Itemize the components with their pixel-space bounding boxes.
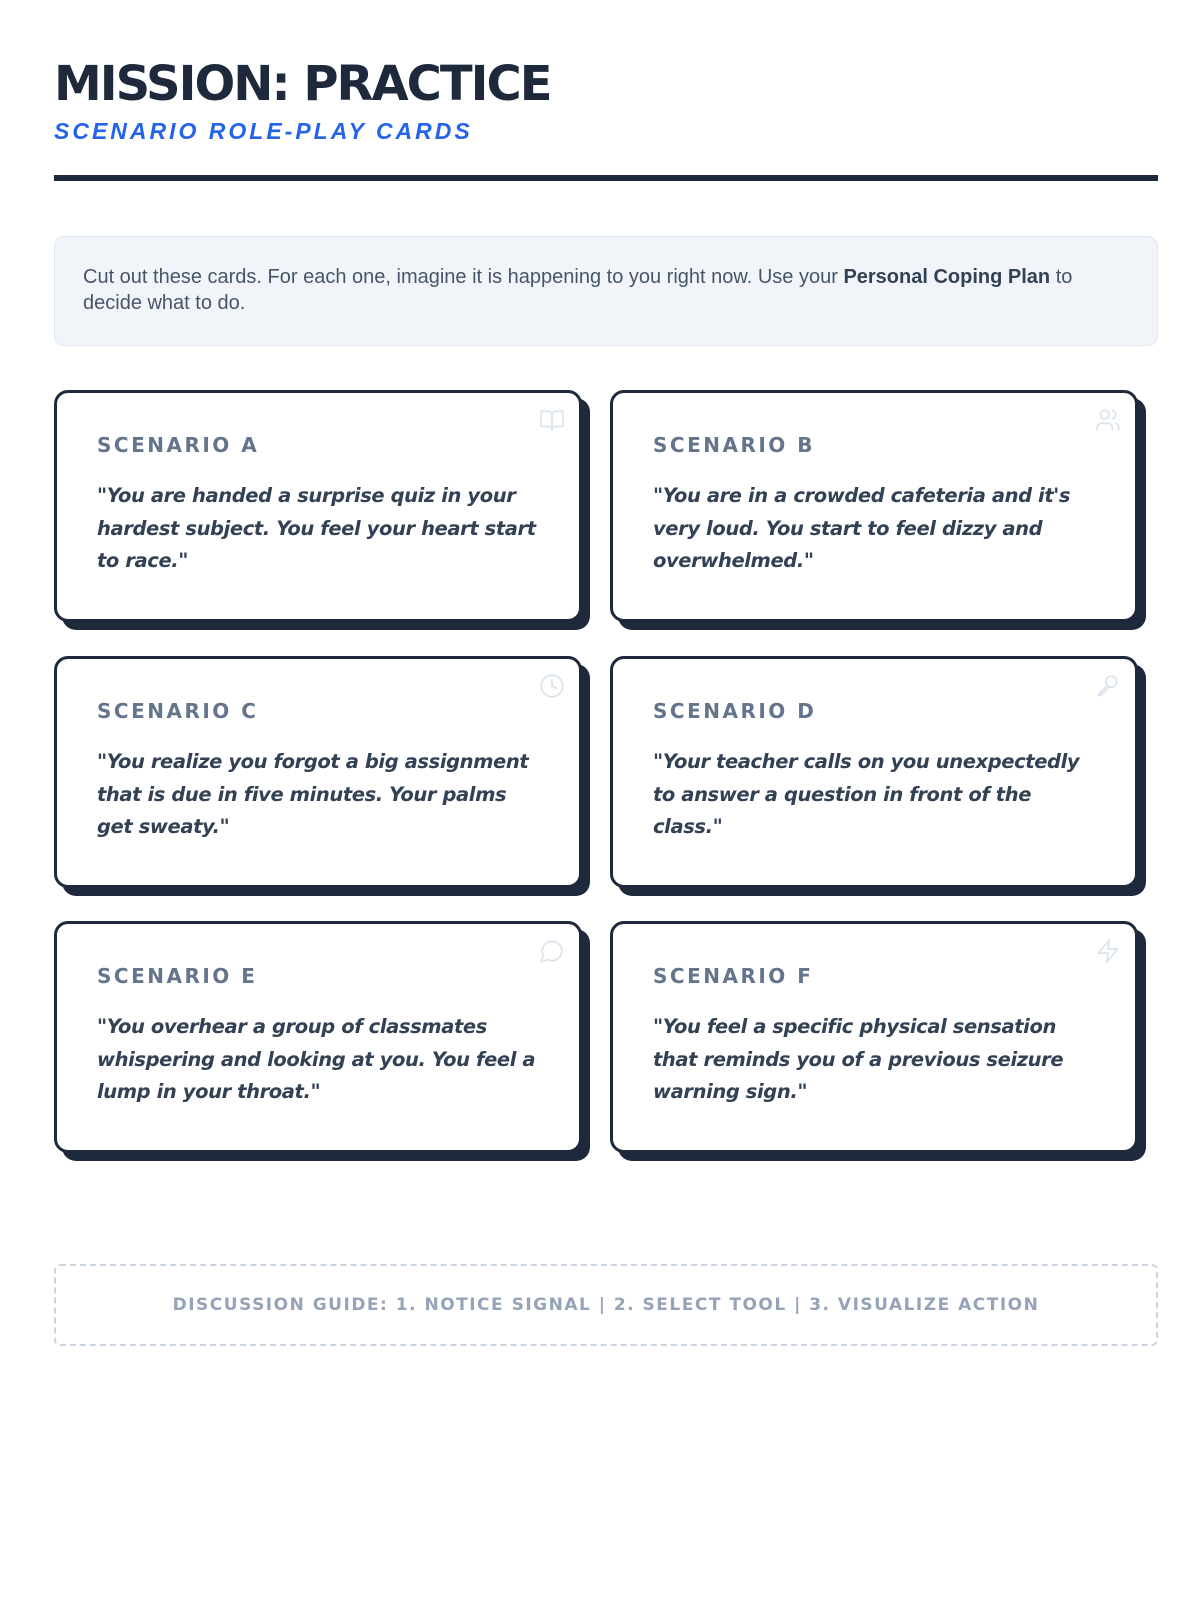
- microphone-icon: [1095, 673, 1121, 699]
- instructions-box: [54, 236, 1158, 346]
- scenario-card-c: [54, 656, 582, 888]
- scenario-label: SCENARIO E: [97, 964, 258, 988]
- chat-bubble-icon: [539, 938, 565, 964]
- scenario-card-a: [54, 390, 582, 622]
- scenario-label: SCENARIO C: [97, 699, 259, 723]
- page-title: MISSION: PRACTICE: [54, 56, 551, 112]
- lightning-icon: [1095, 938, 1121, 964]
- scenario-label: SCENARIO D: [653, 699, 817, 723]
- scenario-card-e: [54, 921, 582, 1153]
- scenario-text: "You are handed a surprise quiz in your hardest subject. You feel your heart start to race.": [97, 484, 536, 572]
- book-icon: [539, 407, 565, 433]
- scenario-text: "Your teacher calls on you unexpectedly to answer a question in front of the class.": [653, 750, 1080, 838]
- page-subtitle: SCENARIO ROLE-PLAY CARDS: [54, 118, 473, 144]
- scenario-text: "You are in a crowded cafeteria and it's very loud. You start to feel dizzy and overwhelmed.": [653, 484, 1071, 572]
- clock-icon: [539, 673, 565, 699]
- scenario-text: "You feel a specific physical sensation that reminds you of a previous seizure warning sign.": [653, 1015, 1064, 1103]
- header-divider: [54, 175, 1158, 181]
- scenario-card-d: [610, 656, 1138, 888]
- scenario-text: "You overhear a group of classmates whispering and looking at you. You feel a lump in your throat.": [97, 1015, 536, 1103]
- instructions-emphasis: Personal Coping Plan: [843, 266, 1051, 288]
- instructions-text-start: Cut out these cards. For each one, imagine it is happening to you right now. Use your: [83, 266, 844, 288]
- scenario-label: SCENARIO A: [97, 433, 260, 457]
- users-icon: [1095, 407, 1121, 433]
- discussion-guide: DISCUSSION GUIDE: 1. NOTICE SIGNAL | 2. SELECT TOOL | 3. VISUALIZE ACTION: [54, 1264, 1158, 1346]
- scenario-text: "You realize you forgot a big assignment that is due in five minutes. Your palms get sweaty.": [97, 750, 529, 838]
- scenario-label: SCENARIO F: [653, 964, 814, 988]
- scenario-card-f: [610, 921, 1138, 1153]
- instructions-text-end: to decide what to do.: [83, 266, 1073, 314]
- scenario-card-b: [610, 390, 1138, 622]
- scenario-label: SCENARIO B: [653, 433, 816, 457]
